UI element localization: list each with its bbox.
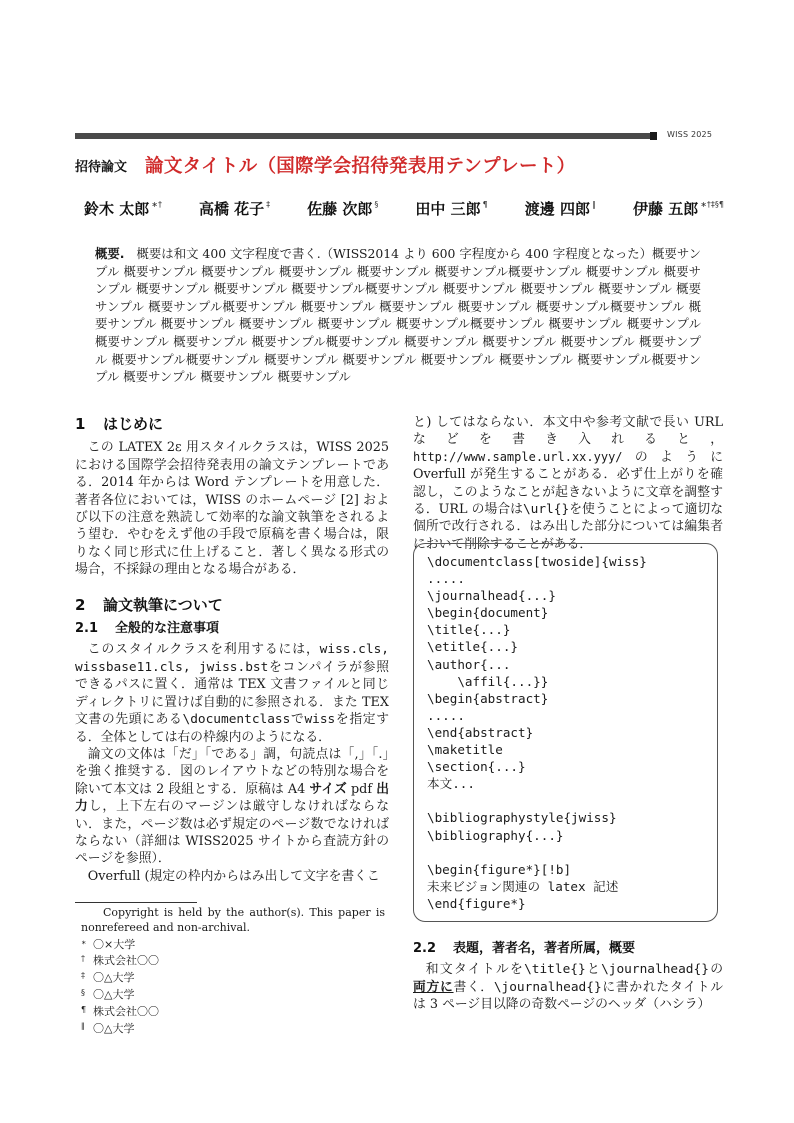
affiliation-text: 〇△大学 [93, 971, 135, 985]
subsection-number: 2.2 [413, 941, 437, 956]
code-line: \section{...} [427, 759, 526, 775]
section-heading [75, 597, 389, 614]
code-line: \documentclass[twoside]{wiss} [427, 554, 647, 569]
code-line: \begin{document} [427, 605, 549, 621]
abstract [95, 245, 701, 386]
code-line: 未来ビジョン関連の latex 記述 [427, 878, 619, 894]
inline-code: \journalhead{} [601, 962, 709, 978]
copyright-notice: Copyright is held by the author(s). This paper is nonrefereed and non-archival. [81, 906, 385, 934]
author-name: 高橋 花子 [198, 200, 265, 218]
header-rule-end [650, 132, 657, 140]
affiliation-text: 〇△大学 [93, 987, 135, 1001]
author-name: 伊藤 五郎 [632, 200, 699, 218]
text: と [585, 962, 602, 978]
affiliation-footnote [75, 952, 385, 969]
emphasis: 出力 [75, 781, 389, 815]
right-column [413, 414, 723, 553]
code-line: \begin{figure*}[!b] [427, 861, 572, 877]
code-line: \etitle{...} [427, 639, 518, 655]
text: このスタイルクラスを利用するには， [87, 642, 320, 658]
affiliation-footnote [75, 969, 385, 986]
text: の [708, 962, 724, 978]
section-number: 2 [75, 595, 86, 614]
code-listing-box [413, 543, 718, 922]
invited-paper-label: 招待論文 [75, 159, 128, 175]
code-line [427, 844, 717, 861]
subsection-number: 2.1 [75, 621, 99, 637]
inline-url: http://www.sample.url.xx.yyy/ [413, 449, 623, 464]
paragraph [75, 746, 389, 868]
title-row [75, 151, 575, 179]
text: し，上下左右のマージンは厳守しなければならない．また，ページ数は必ず規定のページ数でなければならない（詳細は WISS2025 サイトから査読方針のページを参照）． [75, 799, 389, 867]
footnote-rule [75, 902, 197, 903]
code-line: \affil{...}} [427, 673, 549, 689]
author [525, 198, 596, 219]
code-line: \bibliography{...} [427, 827, 564, 843]
inline-code: wiss [304, 712, 336, 728]
paragraph-start: Overfull (規定の枠内からはみ出して文字を書くこ [87, 868, 380, 884]
author [633, 198, 724, 219]
paragraph [413, 961, 723, 1013]
affiliation-footnote [75, 986, 385, 1003]
code-line: \author{... [427, 656, 511, 672]
text: を指定する．全体としては右の枠線内のようになる． [75, 712, 390, 745]
header-rule [75, 133, 655, 139]
subsection-title: 表題，著者名，著者所属，概要 [453, 941, 636, 956]
paragraph-continued [413, 414, 723, 553]
inline-code: \journalhead{} [493, 979, 602, 995]
text: と) してはならない．本文中や参考文献で長い URL などを書き入れると， [413, 415, 723, 448]
footnote-mark: † [81, 954, 85, 964]
affiliation-marks: ¶ [482, 200, 488, 209]
affiliation-marks: ∗† [151, 200, 162, 209]
subsection-heading [413, 940, 723, 957]
author-list [84, 198, 724, 219]
text: 書く． [453, 979, 494, 995]
author [415, 198, 487, 219]
paragraph [75, 641, 389, 745]
text: 論文の文体は「だ」「である」調，句読点は「,」「.」を強く推奨する．図のレイアウトなどの特別な場合を除いて本文は 2 段組とする．原稿は A4 [75, 746, 389, 797]
affiliation-marks: § [374, 200, 379, 209]
code-line: \maketitle [427, 742, 503, 758]
emphasis: サイズ [309, 781, 347, 797]
affiliation-marks: ∥ [591, 200, 596, 209]
author-name: 佐藤 次郎 [307, 200, 373, 218]
section-number: 1 [75, 415, 86, 433]
affiliation-marks: ∗†‡§¶ [700, 200, 724, 209]
text: で [290, 712, 305, 728]
section-title: 論文執筆について [103, 595, 223, 614]
subsection-title: 全般的な注意事項 [115, 621, 220, 637]
code-line: \begin{abstract} [427, 690, 549, 706]
code-line [427, 792, 717, 809]
text: のように Overfull が発生することがある．必ず仕上がりを確認し，このようなことが起きないように文章を調整する．URL の場合は [413, 449, 723, 518]
section-heading [75, 416, 389, 433]
paragraph: この LATEX 2ε 用スタイルクラスは，WISS 2025 における国際学会招待発表用の論文テンプレートである．2014 年からは Word テンプレートを用意した．著者各位においては，WISS のホームページ [2] および以下の注意を熟読して効率的な論文執筆をされるよう望む．やむをえず他の手段で原稿を書く場合は，限りなく同じ形式に仕上げること．著しく異なる形式の場合，不採録の理由となる場合がある． [75, 440, 389, 578]
footnote-mark: § [81, 987, 85, 997]
affiliation-footnote [75, 1020, 385, 1037]
text: pdf [346, 781, 377, 797]
author-name: 田中 三郎 [415, 200, 481, 218]
code-line: ..... [427, 571, 465, 587]
section-title: はじめに [103, 415, 164, 433]
text: 和文タイトルを [425, 962, 525, 978]
code-line: \end{figure*} [427, 895, 526, 911]
affiliation-text: 〇×大学 [93, 937, 136, 951]
footnote-mark: ∥ [81, 1021, 85, 1031]
text: に書かれたタイトルは 3 ページ目以降の奇数ページのヘッダ（ハシラ） [413, 979, 724, 1013]
paper-title: 論文タイトル（国際学会招待発表用テンプレート） [145, 156, 576, 177]
author [84, 198, 162, 219]
footnote-mark: ¶ [81, 1004, 87, 1014]
footnote-mark: ‡ [81, 971, 85, 981]
inline-code: wiss.cls, wissbase11.cls, jwiss.bst [75, 642, 389, 675]
abstract-label: 概要. [95, 246, 125, 261]
affiliation-marks: ‡ [266, 200, 271, 209]
footnote-mark: ∗ [81, 937, 87, 947]
inline-code: \title{} [524, 962, 586, 978]
abstract-text: 概要は和文 400 文字程度で書く.（WISS2014 より 600 字程度から 400 字程度となった）概要サンプル 概要サンプル 概要サンプル 概要サンプル 概要サンプル 概要サンプル概要サンプル 概要サンプル 概要サンプル 概要サンプル 概要サンプル 概要サンプル概要サンプル 概要サンプル 概要サンプル 概要サンプル 概要サンプル 概要サンプル概要サンプル 概要サンプル 概要サンプル 概要サンプル 概要サンプル概要サンプル 概要サンプル 概要サンプル 概要サンプル 概要サンプル 概要サンプル概要サンプル 概要サンプル 概要サンプル 概要サンプル 概要サンプル 概要サンプル概要サンプル 概要サンプル 概要サンプル 概要サンプル 概要サンプル 概要サンプル概要サンプル 概要サンプル 概要サンプル 概要サンプル 概要サンプル 概要サンプル概要サンプル 概要サンプル 概要サンプル 概要サンプル [95, 246, 701, 385]
code-line: \end{abstract} [427, 724, 534, 740]
code-line: ..... [427, 707, 465, 723]
subsection-2-2 [413, 940, 723, 1014]
footnotes [75, 906, 385, 1036]
text: をコンパイラが参照できるパスに置く．通常は TEX 文書ファイルと同じディレクトリに置けば自動的に参照される．また TEX 文書の先頭にある [75, 659, 389, 728]
code-line: \bibliographystyle{jwiss} [427, 810, 617, 826]
code-line: 本文... [427, 776, 475, 792]
author-name: 渡邊 四郎 [524, 200, 590, 218]
affiliation-text: 〇△大学 [93, 1021, 135, 1035]
inline-code: \documentclass [182, 712, 291, 728]
code-line: \title{...} [427, 622, 511, 638]
inline-code: \url{} [522, 502, 570, 518]
left-column [75, 416, 389, 885]
affiliation-footnote [75, 936, 385, 953]
affiliation-text: 株式会社〇〇 [93, 1004, 159, 1018]
code-line: \journalhead{...} [427, 588, 556, 604]
conference-label: WISS 2025 [667, 130, 713, 139]
underlined-emphasis: 両方に [413, 979, 454, 995]
affiliation-text: 株式会社〇〇 [93, 954, 159, 968]
author [307, 198, 378, 219]
affiliation-footnote [75, 1003, 385, 1020]
author [199, 198, 270, 219]
author-name: 鈴木 太郎 [84, 200, 150, 218]
subsection-heading [75, 620, 389, 637]
text: を使うことによって適切な個所で改行される．はみ出した部分については編集者において削除することがある． [413, 502, 724, 552]
